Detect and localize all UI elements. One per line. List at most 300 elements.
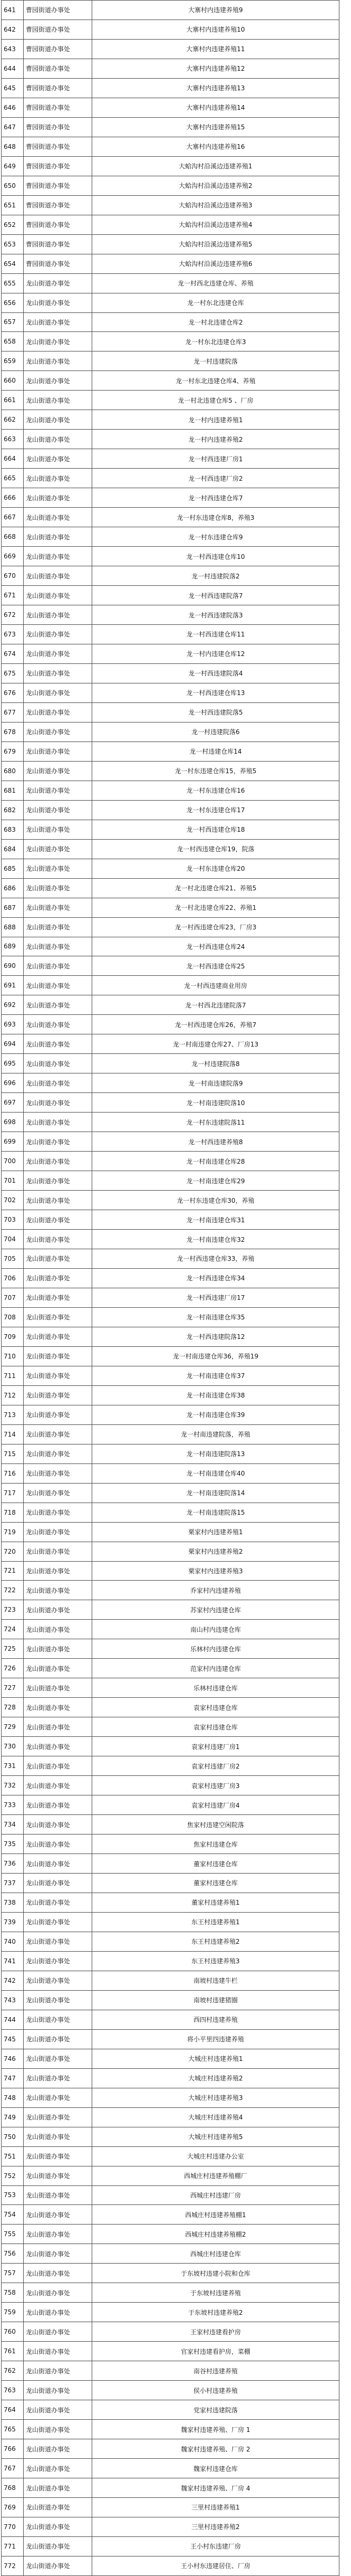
project-name-cell: 龙一村东违建仓库30，养殖: [92, 1191, 339, 1210]
street-office-cell: 龙山街道办事处: [24, 2303, 92, 2322]
table-row: [2, 1073, 339, 1093]
street-office-cell: 龙山街道办事处: [24, 1093, 92, 1113]
row-number-cell: 771: [2, 2536, 24, 2556]
table-row: [2, 59, 339, 78]
street-office-cell: 龙山街道办事处: [24, 2185, 92, 2205]
row-number-cell: 720: [2, 1542, 24, 1561]
table-row: [2, 527, 339, 547]
street-office-cell: 龙山街道办事处: [24, 1171, 92, 1191]
row-number-cell: 703: [2, 1210, 24, 1230]
row-number-cell: 704: [2, 1230, 24, 1249]
table-row: [2, 1366, 339, 1385]
project-name-cell: 龙一村南违建院落15: [92, 1503, 339, 1522]
row-number-cell: 714: [2, 1424, 24, 1444]
row-number-cell: 738: [2, 1893, 24, 1912]
table-row: [2, 488, 339, 508]
row-number-cell: 739: [2, 1912, 24, 1932]
table-row: [2, 2556, 339, 2575]
row-number-cell: 737: [2, 1874, 24, 1893]
project-name-cell: 龙一村西违建仓库34: [92, 1268, 339, 1288]
table-row: [2, 20, 339, 39]
table-row: [2, 234, 339, 254]
project-name-cell: 西四村违建养殖: [92, 2010, 339, 2029]
row-number-cell: 647: [2, 117, 24, 137]
row-number-cell: 747: [2, 2068, 24, 2088]
project-name-cell: 大城庄村违建养殖4: [92, 2107, 339, 2127]
table-row: [2, 1093, 339, 1113]
project-name-cell: 乐林村违建仓库: [92, 1678, 339, 1698]
project-name-cell: 龙一村东违建院落11: [92, 1113, 339, 1132]
project-name-cell: 栗家村内违建养殖1: [92, 1522, 339, 1542]
row-number-cell: 732: [2, 1776, 24, 1795]
street-office-cell: 龙山街道办事处: [24, 1795, 92, 1815]
street-office-cell: 龙山街道办事处: [24, 1191, 92, 1210]
row-number-cell: 701: [2, 1171, 24, 1191]
table-row: [2, 1463, 339, 1483]
row-number-cell: 757: [2, 2264, 24, 2283]
table-row: [2, 2498, 339, 2517]
street-office-cell: 龙山街道办事处: [24, 371, 92, 391]
project-name-cell: 龙一村西违建院落4: [92, 663, 339, 683]
project-name-cell: 南坡村违建猪圈: [92, 1990, 339, 2010]
project-name-cell: 龙一村西违建院落7: [92, 586, 339, 605]
row-number-cell: 764: [2, 2400, 24, 2420]
row-number-cell: 711: [2, 1366, 24, 1385]
row-number-cell: 645: [2, 78, 24, 98]
project-name-cell: 大蛤沟村沿溪边违建养殖6: [92, 254, 339, 273]
row-number-cell: 667: [2, 508, 24, 527]
project-name-cell: 官家村违建看护房，菜棚: [92, 2342, 339, 2361]
table-row: [2, 566, 339, 586]
project-name-cell: 魏家村违建养殖、厂房 4: [92, 2478, 339, 2498]
table-row: [2, 2517, 339, 2536]
project-name-cell: 三里村违建养殖2: [92, 2517, 339, 2536]
row-number-cell: 723: [2, 1600, 24, 1620]
street-office-cell: 龙山街道办事处: [24, 1561, 92, 1581]
table-row: [2, 917, 339, 937]
table-row: [2, 1503, 339, 1522]
table-row: [2, 2361, 339, 2381]
project-name-cell: 龙一村内违建养殖1: [92, 410, 339, 430]
table-row: [2, 1600, 339, 1620]
street-office-cell: 龙山街道办事处: [24, 2517, 92, 2536]
street-office-cell: 龙山街道办事处: [24, 2205, 92, 2225]
table-row: [2, 1737, 339, 1756]
street-office-cell: 龙山街道办事处: [24, 1678, 92, 1698]
table-row: [2, 1054, 339, 1073]
table-row: [2, 1327, 339, 1346]
row-number-cell: 691: [2, 976, 24, 995]
project-name-cell: 龙一村南违建仓库29: [92, 1171, 339, 1191]
street-office-cell: 龙山街道办事处: [24, 1230, 92, 1249]
table-row: [2, 78, 339, 98]
project-name-cell: 西城庄村违建养殖棚1: [92, 2205, 339, 2225]
project-name-cell: 龙一村西违建仓库24: [92, 937, 339, 956]
project-name-cell: 大寨村内违建养殖13: [92, 78, 339, 98]
row-number-cell: 705: [2, 1249, 24, 1269]
street-office-cell: 龙山街道办事处: [24, 1054, 92, 1073]
row-number-cell: 653: [2, 234, 24, 254]
row-number-cell: 686: [2, 878, 24, 898]
street-office-cell: 龙山街道办事处: [24, 722, 92, 742]
row-number-cell: 716: [2, 1463, 24, 1483]
table-row: [2, 410, 339, 430]
project-name-cell: 龙一村西违建院落12: [92, 1327, 339, 1346]
row-number-cell: 748: [2, 2088, 24, 2107]
project-name-cell: 龙一村违建院落6: [92, 722, 339, 742]
table-row: [2, 956, 339, 976]
project-name-cell: 龙一村违建院落: [92, 351, 339, 371]
project-name-cell: 董家村违建仓库: [92, 1874, 339, 1893]
street-office-cell: 龙山街道办事处: [24, 859, 92, 878]
row-number-cell: 736: [2, 1854, 24, 1874]
row-number-cell: 709: [2, 1327, 24, 1346]
project-name-cell: 大蛤沟村沿溪边违建养殖1: [92, 156, 339, 176]
project-name-cell: 龙一村违建院落2: [92, 566, 339, 586]
street-office-cell: 龙山街道办事处: [24, 2264, 92, 2283]
street-office-cell: 龙山街道办事处: [24, 527, 92, 547]
street-office-cell: 龙山街道办事处: [24, 586, 92, 605]
table-row: [2, 1405, 339, 1424]
project-name-cell: 西城庄村违建仓库: [92, 2244, 339, 2264]
row-number-cell: 673: [2, 625, 24, 644]
table-row: [2, 1483, 339, 1503]
table-row: [2, 1191, 339, 1210]
table-row: [2, 1171, 339, 1191]
table-row: [2, 722, 339, 742]
row-number-cell: 650: [2, 176, 24, 195]
project-name-cell: 东王村违建养殖1: [92, 1912, 339, 1932]
row-number-cell: 683: [2, 820, 24, 839]
table-row: [2, 1581, 339, 1600]
street-office-cell: 龙山街道办事处: [24, 1932, 92, 1951]
street-office-cell: 龙山街道办事处: [24, 898, 92, 917]
street-office-cell: 龙山街道办事处: [24, 2400, 92, 2420]
project-name-cell: 龙一村西违建仓库13: [92, 683, 339, 702]
street-office-cell: 曹园街道办事处: [24, 176, 92, 195]
street-office-cell: 龙山街道办事处: [24, 273, 92, 293]
street-office-cell: 龙山街道办事处: [24, 1776, 92, 1795]
street-office-cell: 龙山街道办事处: [24, 332, 92, 351]
row-number-cell: 657: [2, 312, 24, 332]
project-name-cell: 乔家村内违建养殖: [92, 1581, 339, 1600]
project-name-cell: 大城庄村违建养殖2: [92, 2068, 339, 2088]
project-name-cell: 范家村内违建仓库: [92, 1659, 339, 1678]
project-name-cell: 东王村违建养殖2: [92, 1932, 339, 1951]
project-name-cell: 龙一村东北违建仓库3: [92, 332, 339, 351]
street-office-cell: 龙山街道办事处: [24, 1639, 92, 1659]
row-number-cell: 751: [2, 2146, 24, 2166]
project-name-cell: 大寨村内违建养殖10: [92, 20, 339, 39]
row-number-cell: 690: [2, 956, 24, 976]
project-name-cell: 党家村违建院落: [92, 2400, 339, 2420]
row-number-cell: 687: [2, 898, 24, 917]
project-name-cell: 龙一村西违建养殖8: [92, 1132, 339, 1152]
project-name-cell: 龙一村违建仓库14: [92, 742, 339, 761]
table-row: [2, 625, 339, 644]
street-office-cell: 龙山街道办事处: [24, 391, 92, 410]
project-name-cell: 大蛤沟村沿溪边违建养殖2: [92, 176, 339, 195]
street-office-cell: 龙山街道办事处: [24, 2498, 92, 2517]
project-name-cell: 乐林村内违建仓库: [92, 1639, 339, 1659]
street-office-cell: 龙山街道办事处: [24, 2283, 92, 2303]
street-office-cell: 曹园街道办事处: [24, 117, 92, 137]
project-name-cell: 大城庄村违建养殖3: [92, 2088, 339, 2107]
table-row: [2, 1874, 339, 1893]
table-row: [2, 976, 339, 995]
project-name-cell: 大寨村内违建养殖14: [92, 98, 339, 117]
project-name-cell: 魏家村违建仓库: [92, 2459, 339, 2478]
street-office-cell: 龙山街道办事处: [24, 1854, 92, 1874]
project-name-cell: 大蛤沟村沿溪边违建养殖3: [92, 195, 339, 215]
street-office-cell: 龙山街道办事处: [24, 351, 92, 371]
row-number-cell: 684: [2, 839, 24, 859]
project-name-cell: 龙一村西违建仓库19，院落: [92, 839, 339, 859]
table-row: [2, 1795, 339, 1815]
row-number-cell: 730: [2, 1737, 24, 1756]
table-row: [2, 137, 339, 156]
row-number-cell: 735: [2, 1834, 24, 1854]
street-office-cell: 龙山街道办事处: [24, 1600, 92, 1620]
street-office-cell: 龙山街道办事处: [24, 1756, 92, 1776]
row-number-cell: 702: [2, 1191, 24, 1210]
table-row: [2, 371, 339, 391]
street-office-cell: 龙山街道办事处: [24, 469, 92, 488]
row-number-cell: 661: [2, 391, 24, 410]
row-number-cell: 761: [2, 2342, 24, 2361]
table-row: [2, 195, 339, 215]
street-office-cell: 曹园街道办事处: [24, 59, 92, 78]
street-office-cell: 龙山街道办事处: [24, 1620, 92, 1639]
row-number-cell: 749: [2, 2107, 24, 2127]
street-office-cell: 龙山街道办事处: [24, 312, 92, 332]
table-row: [2, 1834, 339, 1854]
row-number-cell: 770: [2, 2517, 24, 2536]
street-office-cell: 曹园街道办事处: [24, 20, 92, 39]
project-name-cell: 大城庄村违建养殖1: [92, 2049, 339, 2068]
row-number-cell: 729: [2, 1717, 24, 1737]
table-row: [2, 1542, 339, 1561]
row-number-cell: 744: [2, 2010, 24, 2029]
row-number-cell: 698: [2, 1113, 24, 1132]
street-office-cell: 龙山街道办事处: [24, 956, 92, 976]
project-name-cell: 龙一村北违建仓库22、养殖1: [92, 898, 339, 917]
project-name-cell: 大城庄村违建办公室: [92, 2146, 339, 2166]
street-office-cell: 龙山街道办事处: [24, 2556, 92, 2575]
row-number-cell: 769: [2, 2498, 24, 2517]
project-name-cell: 董家村违建养殖1: [92, 1893, 339, 1912]
street-office-cell: 龙山街道办事处: [24, 1249, 92, 1269]
table-row: [2, 117, 339, 137]
table-row: [2, 1698, 339, 1717]
row-number-cell: 759: [2, 2303, 24, 2322]
row-number-cell: 724: [2, 1620, 24, 1639]
project-name-cell: 魏家村违建养殖、厂房 2: [92, 2439, 339, 2459]
project-name-cell: 西城庄村违建养殖棚2: [92, 2225, 339, 2244]
table-row: [2, 1385, 339, 1405]
table-row: [2, 254, 339, 273]
street-office-cell: 龙山街道办事处: [24, 2088, 92, 2107]
street-office-cell: 龙山街道办事处: [24, 1307, 92, 1327]
row-number-cell: 693: [2, 1015, 24, 1034]
street-office-cell: 龙山街道办事处: [24, 1463, 92, 1483]
street-office-cell: 龙山街道办事处: [24, 2107, 92, 2127]
street-office-cell: 龙山街道办事处: [24, 1288, 92, 1307]
street-office-cell: 龙山街道办事处: [24, 702, 92, 722]
row-number-cell: 675: [2, 663, 24, 683]
table-row: [2, 1951, 339, 1971]
project-name-cell: 于东坡村违建养殖2: [92, 2303, 339, 2322]
table-row: [2, 644, 339, 663]
street-office-cell: 龙山街道办事处: [24, 1268, 92, 1288]
project-name-cell: 大寨村内违建养殖11: [92, 39, 339, 59]
street-office-cell: 龙山街道办事处: [24, 1522, 92, 1542]
project-name-cell: 袁家村违建厂房2: [92, 1756, 339, 1776]
street-office-cell: 龙山街道办事处: [24, 430, 92, 449]
row-number-cell: 654: [2, 254, 24, 273]
project-name-cell: 袁家村违建仓库: [92, 1717, 339, 1737]
table-row: [2, 683, 339, 702]
table-row: [2, 1620, 339, 1639]
street-office-cell: 龙山街道办事处: [24, 1737, 92, 1756]
table-row: [2, 2146, 339, 2166]
row-number-cell: 700: [2, 1152, 24, 1171]
street-office-cell: 龙山街道办事处: [24, 1659, 92, 1678]
row-number-cell: 697: [2, 1093, 24, 1113]
street-office-cell: 龙山街道办事处: [24, 2146, 92, 2166]
street-office-cell: 曹园街道办事处: [24, 98, 92, 117]
table-row: [2, 1268, 339, 1288]
row-number-cell: 662: [2, 410, 24, 430]
row-number-cell: 648: [2, 137, 24, 156]
project-name-cell: 龙一村南违建仓库31: [92, 1210, 339, 1230]
street-office-cell: 龙山街道办事处: [24, 2420, 92, 2439]
row-number-cell: 752: [2, 2166, 24, 2185]
table-row: [2, 469, 339, 488]
table-row: [2, 2127, 339, 2146]
street-office-cell: 龙山街道办事处: [24, 1971, 92, 1990]
row-number-cell: 760: [2, 2322, 24, 2342]
table-row: [2, 1912, 339, 1932]
table-row: [2, 2459, 339, 2478]
project-name-cell: 龙一村西违建厂房2: [92, 469, 339, 488]
row-number-cell: 642: [2, 20, 24, 39]
table-row: [2, 1132, 339, 1152]
street-office-cell: 龙山街道办事处: [24, 2439, 92, 2459]
project-name-cell: 龙一村东违建仓库8，养殖3: [92, 508, 339, 527]
row-number-cell: 674: [2, 644, 24, 663]
table-row: [2, 605, 339, 625]
project-name-cell: 栗家村内违建养殖3: [92, 1561, 339, 1581]
row-number-cell: 746: [2, 2049, 24, 2068]
table-row: [2, 2185, 339, 2205]
row-number-cell: 676: [2, 683, 24, 702]
project-name-cell: 龙一村东违建仓库20: [92, 859, 339, 878]
row-number-cell: 754: [2, 2205, 24, 2225]
street-office-cell: 龙山街道办事处: [24, 917, 92, 937]
street-office-cell: 曹园街道办事处: [24, 215, 92, 234]
street-office-cell: 龙山街道办事处: [24, 547, 92, 566]
row-number-cell: 726: [2, 1659, 24, 1678]
table-row: [2, 1990, 339, 2010]
row-number-cell: 750: [2, 2127, 24, 2146]
project-name-cell: 栗家村内违建养殖2: [92, 1542, 339, 1561]
street-office-cell: 龙山街道办事处: [24, 2010, 92, 2029]
street-office-cell: 龙山街道办事处: [24, 1815, 92, 1834]
row-number-cell: 668: [2, 527, 24, 547]
project-name-cell: 三里村违建养殖1: [92, 2498, 339, 2517]
row-number-cell: 658: [2, 332, 24, 351]
table-row: [2, 2166, 339, 2185]
row-number-cell: 719: [2, 1522, 24, 1542]
project-name-cell: 大寨村内违建养殖15: [92, 117, 339, 137]
table-row: [2, 898, 339, 917]
table-row: [2, 2322, 339, 2342]
table-row: [2, 98, 339, 117]
table-row: [2, 2049, 339, 2068]
table-row: [2, 2283, 339, 2303]
project-name-cell: 王家村违建看护房: [92, 2322, 339, 2342]
street-office-cell: 龙山街道办事处: [24, 2225, 92, 2244]
project-name-cell: 大蛤沟村沿溪边违建养殖4: [92, 215, 339, 234]
row-number-cell: 743: [2, 1990, 24, 2010]
project-name-cell: 袁家村违建仓库: [92, 1698, 339, 1717]
project-name-cell: 龙一村西违建仓库11: [92, 625, 339, 644]
row-number-cell: 718: [2, 1503, 24, 1522]
table-row: [2, 878, 339, 898]
street-office-cell: 曹园街道办事处: [24, 1, 92, 20]
project-name-cell: 西城庄村违建厂房: [92, 2185, 339, 2205]
table-row: [2, 273, 339, 293]
street-office-cell: 曹园街道办事处: [24, 137, 92, 156]
street-office-cell: 龙山街道办事处: [24, 449, 92, 469]
project-name-cell: 东王村违建养殖3: [92, 1951, 339, 1971]
row-number-cell: 742: [2, 1971, 24, 1990]
table-row: [2, 2068, 339, 2088]
table-row: [2, 1346, 339, 1366]
street-office-cell: 龙山街道办事处: [24, 937, 92, 956]
project-name-cell: 龙一村西违建院落3: [92, 605, 339, 625]
row-number-cell: 665: [2, 469, 24, 488]
street-office-cell: 龙山街道办事处: [24, 293, 92, 312]
street-office-cell: 龙山街道办事处: [24, 976, 92, 995]
table-row: [2, 2029, 339, 2049]
table-row: [2, 2420, 339, 2439]
project-name-cell: 袁家村违建厂房1: [92, 1737, 339, 1756]
project-name-cell: 龙一村南违建院落，养殖: [92, 1424, 339, 1444]
project-name-cell: 龙一村南违建仓库35: [92, 1307, 339, 1327]
table-row: [2, 1893, 339, 1912]
row-number-cell: 756: [2, 2244, 24, 2264]
project-name-cell: 龙一村东违建仓库15，养殖5: [92, 761, 339, 781]
table-row: [2, 1113, 339, 1132]
table-row: [2, 1444, 339, 1463]
table-row: [2, 1776, 339, 1795]
row-number-cell: 677: [2, 702, 24, 722]
street-office-cell: 龙山街道办事处: [24, 1698, 92, 1717]
row-number-cell: 710: [2, 1346, 24, 1366]
table-row: [2, 156, 339, 176]
table-row: [2, 2536, 339, 2556]
project-name-cell: 龙一村北违建仓库21、养殖5: [92, 878, 339, 898]
street-office-cell: 龙山街道办事处: [24, 625, 92, 644]
table-row: [2, 1424, 339, 1444]
table-row: [2, 2010, 339, 2029]
street-office-cell: 龙山街道办事处: [24, 1366, 92, 1385]
project-name-cell: 龙一村东违建仓库16: [92, 781, 339, 800]
street-office-cell: 龙山街道办事处: [24, 2127, 92, 2146]
row-number-cell: 741: [2, 1951, 24, 1971]
